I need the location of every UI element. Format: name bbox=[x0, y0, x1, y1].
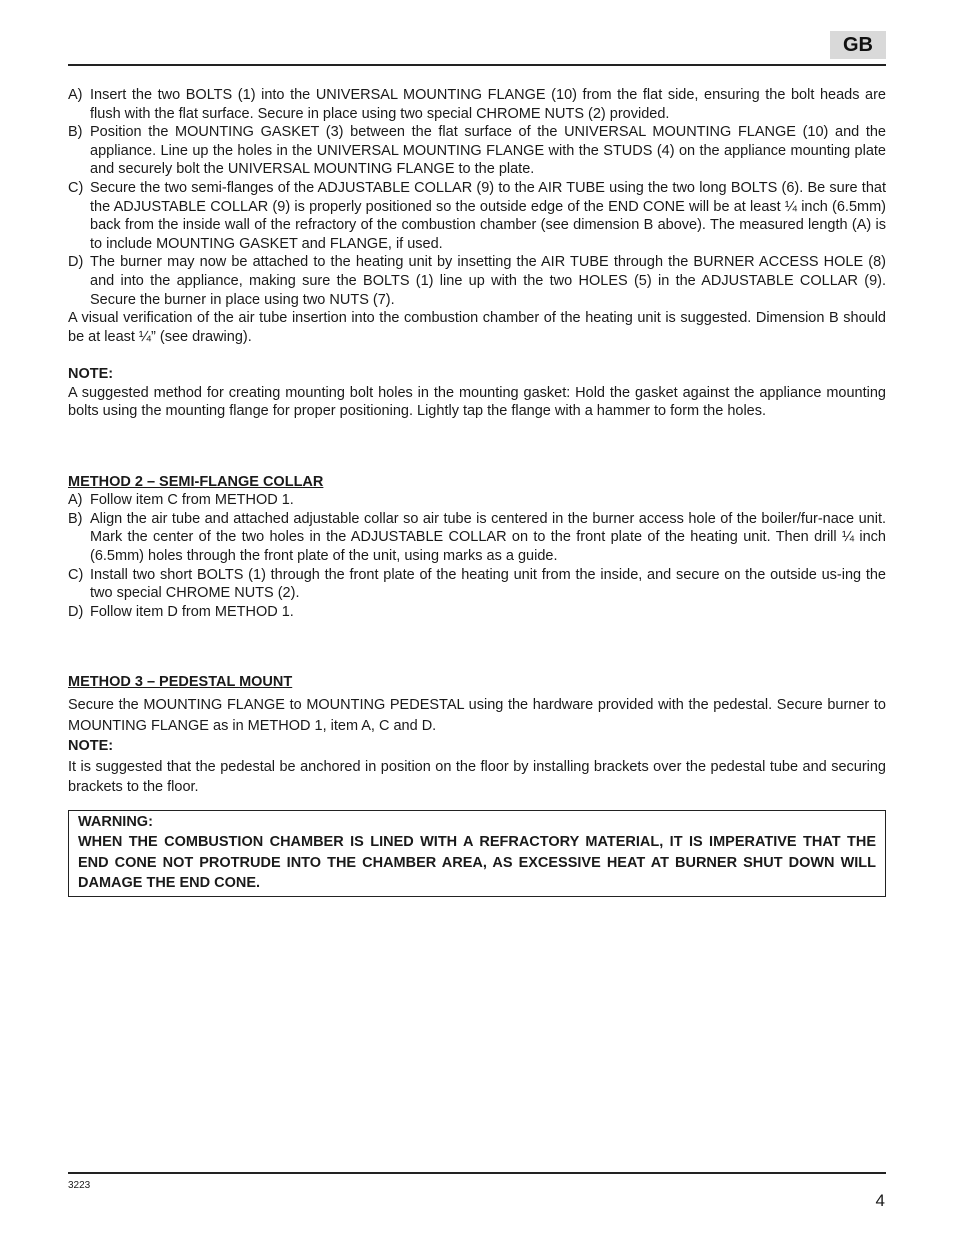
item-text: Insert the two BOLTS (1) into the UNIVERSAL MOUNTING FLANGE (10) from the flat side, ensuring the bolt heads are flush with the flat surface. Secure in place using two special CHROME NUTS (2) provided. bbox=[90, 87, 886, 122]
item-text: Align the air tube and attached adjustable collar so air tube is centered in the burner access hole of the boiler/fur-nace unit. Mark the center of the two holes in the ADJUSTABLE COLLAR on to the front plate of the heating unit. Then drill ¼ inch (6.5mm) holes through the front plate of the unit, using marks as a guide. bbox=[90, 510, 886, 565]
language-badge: GB bbox=[830, 31, 886, 59]
list-item bbox=[68, 491, 886, 510]
method2-list bbox=[68, 491, 886, 621]
note-label: NOTE: bbox=[68, 365, 114, 382]
list-item bbox=[68, 123, 886, 179]
page-content bbox=[68, 86, 886, 897]
method3-text: Secure the MOUNTING FLANGE to MOUNTING PEDESTAL using the hardware provided with the pedestal. Secure burner to MOUNTING FLANGE as in METHOD 1, item A, C and D. bbox=[68, 697, 886, 734]
item-letter: D) bbox=[68, 254, 84, 271]
visual-verification-text: A visual verification of the air tube insertion into the combustion chamber of the heating unit is suggested. Dimension B should be at least ¼” (see drawing). bbox=[68, 310, 886, 345]
method2-heading: METHOD 2 – SEMI-FLANGE COLLAR bbox=[68, 473, 324, 490]
item-letter: C) bbox=[68, 566, 84, 583]
item-letter: D) bbox=[68, 603, 84, 620]
item-letter: B) bbox=[68, 124, 83, 141]
note-text: A suggested method for creating mounting bolt holes in the mounting gasket: Hold the gasket against the appliance mounting bolts using the mounting flange for proper positioning. Lightly tap the flange with a hammer to form the holes. bbox=[68, 384, 886, 420]
warning-box bbox=[68, 810, 886, 897]
item-text: Position the MOUNTING GASKET (3) between the flat surface of the UNIVERSAL MOUNTING FLANGE (10) and the appliance. Line up the holes in the UNIVERSAL MOUNTING FLANGE with the STUDS (4) on the appliance mounting plate and securely bolt the UNIVERSAL MOUNTING FLANGE to the plate. bbox=[90, 124, 886, 178]
method3-note-label: NOTE: bbox=[68, 738, 114, 755]
method3-heading: METHOD 3 – PEDESTAL MOUNT bbox=[68, 674, 293, 691]
list-item bbox=[68, 86, 886, 123]
method3-section bbox=[68, 673, 886, 797]
warning-label: WARNING: bbox=[78, 813, 153, 830]
item-letter: C) bbox=[68, 179, 84, 196]
item-letter: B) bbox=[68, 510, 83, 527]
item-text: Follow item D from METHOD 1. bbox=[90, 603, 294, 620]
item-text: Secure the two semi-flanges of the ADJUSTABLE COLLAR (9) to the AIR TUBE using the two long BOLTS (6). Be sure that the ADJUSTABLE COLLAR (9) is properly positioned so the outside edge of the END CONE will be at least ¼ inch (6.5mm) back from the inside wall of the refractory of the combustion chamber (see dimension B above). The measured length (A) is to include MOUNTING GASKET and FLANGE, if used. bbox=[90, 179, 886, 252]
method3-note-text: It is suggested that the pedestal be anchored in position on the floor by installing brackets over the pedestal tube and securing brackets to the floor. bbox=[68, 758, 886, 796]
warning-text: WHEN THE COMBUSTION CHAMBER IS LINED WITH A REFRACTORY MATERIAL, IT IS IMPERATIVE THAT THE END CONE NOT PROTRUDE INTO THE CHAMBER AREA, AS EXCESSIVE HEAT AT BURNER SHUT DOWN WILL DAMAGE THE END CONE. bbox=[78, 834, 876, 892]
list-item bbox=[68, 603, 886, 622]
page-number: 4 bbox=[875, 1191, 885, 1210]
item-text: Install two short BOLTS (1) through the front plate of the heating unit from the inside, and secure on the outside us-ing the two special CHROME NUTS (2). bbox=[90, 566, 886, 602]
item-letter: A) bbox=[68, 87, 83, 103]
list-item bbox=[68, 566, 886, 603]
item-letter: A) bbox=[68, 492, 83, 509]
method1-list bbox=[68, 86, 886, 309]
footer-rule bbox=[68, 1172, 886, 1174]
list-item bbox=[68, 179, 886, 253]
list-item bbox=[68, 510, 886, 566]
document-number: 3223 bbox=[68, 1180, 91, 1191]
item-text: Follow item C from METHOD 1. bbox=[90, 492, 294, 509]
header-rule bbox=[68, 64, 886, 66]
item-text: The burner may now be attached to the heating unit by insetting the AIR TUBE through the BURNER ACCESS HOLE (8) and into the appliance, making sure the BOLTS (1) line up with the two HOLES (5) in the ADJUSTABLE COLLAR (9). Secure the burner in place using two NUTS (7). bbox=[90, 254, 886, 308]
list-item bbox=[68, 253, 886, 309]
